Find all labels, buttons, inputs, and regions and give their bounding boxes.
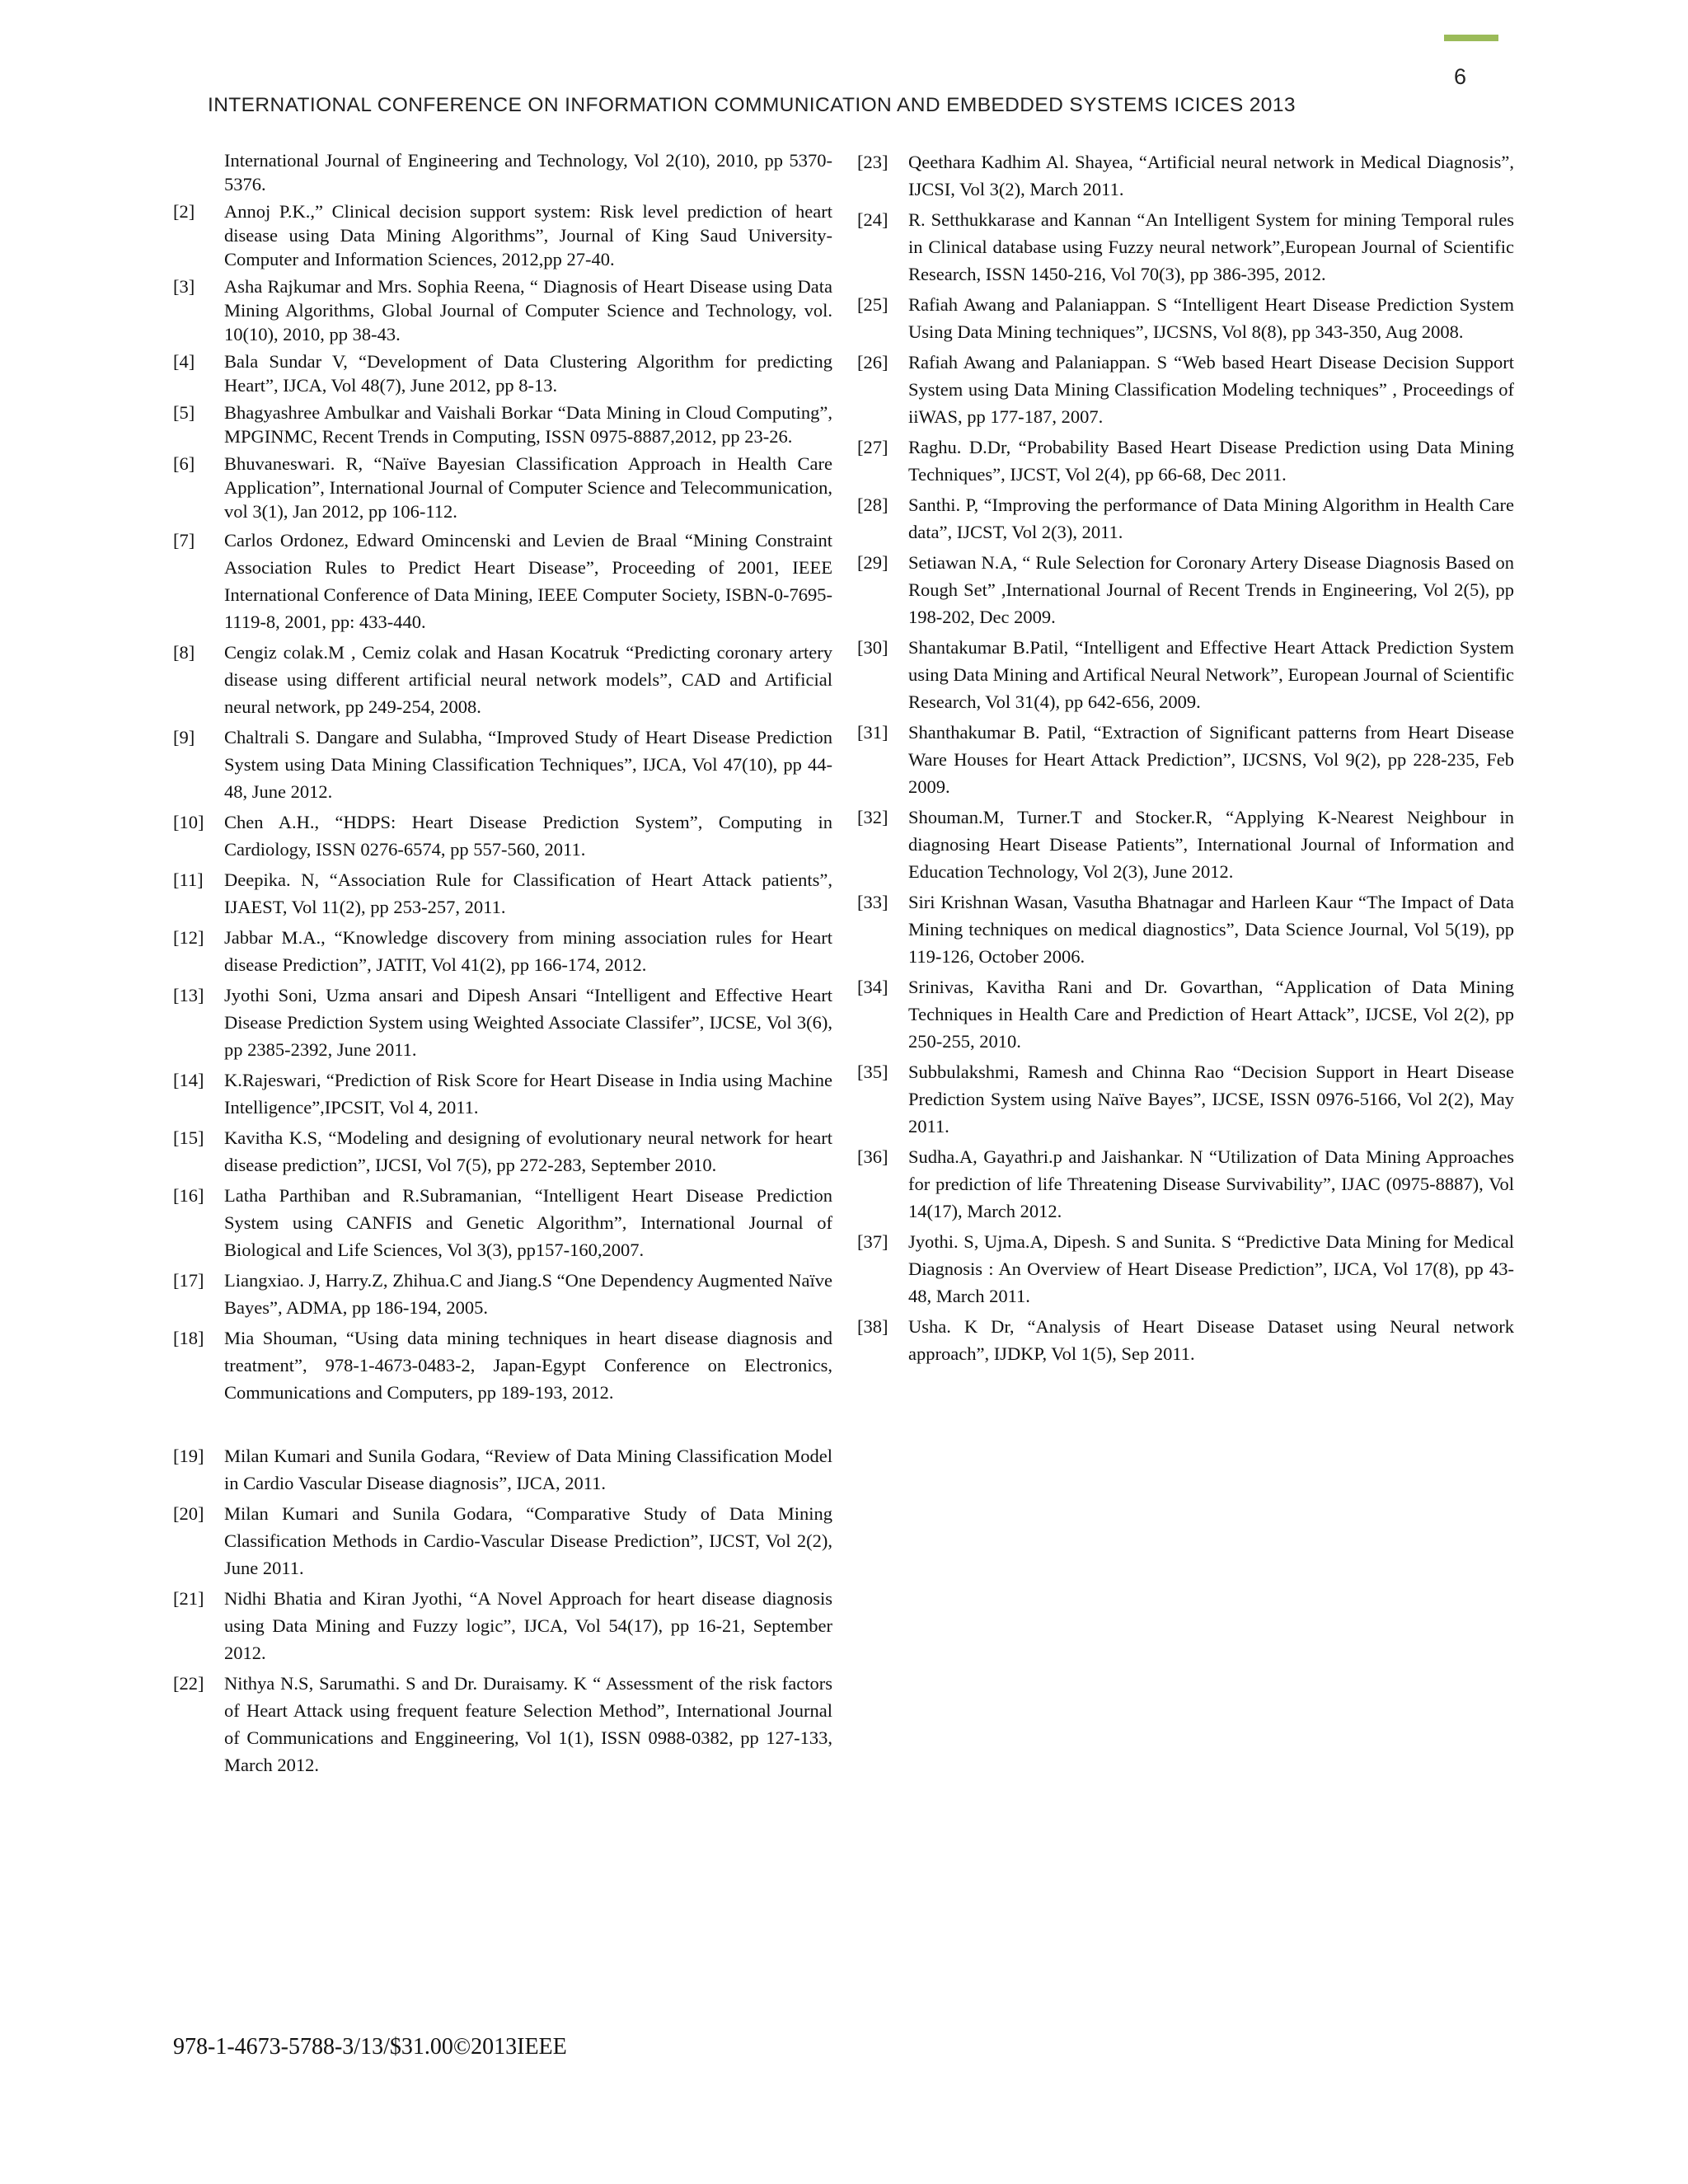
reference-11: [11] Deepika. N, “Association Rule for Classification of Heart Attack patients”, IJAEST, Vol 11(2), pp 253-257, 2011. [173, 869, 832, 917]
reference-25: [25] Rafiah Awang and Palaniappan. S “Intelligent Heart Disease Prediction System Using Data Mining techniques”, IJCSNS, Vol 8(8), pp 343-350, Aug 2008. [857, 294, 1514, 342]
reference-continuation: International Journal of Engineering and Technology, Vol 2(10), 2010, pp 5370-5376. [224, 150, 832, 194]
reference-4: [4] Bala Sundar V, “Development of Data Clustering Algorithm for predicting Heart”, IJCA, Vol 48(7), June 2012, pp 8-13. [173, 351, 832, 396]
reference-27: [27] Raghu. D.Dr, “Probability Based Heart Disease Prediction using Data Mining Techniques”, IJCST, Vol 2(4), pp 66-68, Dec 2011. [857, 437, 1514, 485]
reference-6: [6] Bhuvaneswari. R, “Naïve Bayesian Classification Approach in Health Care Application”, International Journal of Computer Science and Telecommunication, vol 3(1), Jan 2012, pp 106-112. [173, 453, 832, 522]
reference-31: [31] Shanthakumar B. Patil, “Extraction of Significant patterns from Heart Disease Ware Houses for Heart Attack Prediction”, IJCSNS, Vol 9(2), pp 228-235, Feb 2009. [857, 722, 1514, 797]
reference-5: [5] Bhagyashree Ambulkar and Vaishali Borkar “Data Mining in Cloud Computing”, MPGINMC, Recent Trends in Computing, ISSN 0975-8887,2012, pp 23-26. [173, 402, 832, 447]
reference-17: [17] Liangxiao. J, Harry.Z, Zhihua.C and Jiang.S “One Dependency Augmented Naïve Bayes”, ADMA, pp 186-194, 2005. [173, 1270, 832, 1318]
reference-36: [36] Sudha.A, Gayathri.p and Jaishankar. N “Utilization of Data Mining Approaches for prediction of life Threatening Disease Survivability”, IJAC (0975-8887), Vol 14(17), March 2012. [857, 1146, 1514, 1221]
reference-7: [7] Carlos Ordonez, Edward Omincenski and Levien de Braal “Mining Constraint Association Rules to Predict Heart Disease”, Proceeding of 2001, IEEE International Conference of Data Mining, IEEE Computer Society, ISBN-0-7695-1119-8, 2001, pp: 433-440. [173, 530, 832, 632]
reference-24: [24] R. Setthukkarase and Kannan “An Intelligent System for mining Temporal rules in Clinical database using Fuzzy neural network”,European Journal of Scientific Research, ISSN 1450-216, Vol 70(3), pp 386-395, 2012. [857, 209, 1514, 284]
footer-copyright: 978-1-4673-5788-3/13/$31.00©2013IEEE [173, 2034, 567, 2060]
reference-28: [28] Santhi. P, “Improving the performance of Data Mining Algorithm in Health Care data”, IJCST, Vol 2(3), 2011. [857, 494, 1514, 542]
column-gap [173, 1409, 832, 1442]
reference-3: [3] Asha Rajkumar and Mrs. Sophia Reena, “ Diagnosis of Heart Disease using Data Mining Algorithms, Global Journal of Computer Science and Technology, vol. 10(10), 2010, pp 38-43. [173, 276, 832, 344]
reference-23: [23] Qeethara Kadhim Al. Shayea, “Artificial neural network in Medical Diagnosis”, IJCSI, Vol 3(2), March 2011. [857, 152, 1514, 199]
reference-29: [29] Setiawan N.A, “ Rule Selection for Coronary Artery Disease Diagnosis Based on Rough Set” ,International Journal of Recent Trends in Engineering, Vol 2(5), pp 198-202, Dec 2009. [857, 552, 1514, 627]
references-right-column [857, 148, 1514, 1371]
reference-35: [35] Subbulakshmi, Ramesh and Chinna Rao “Decision Support in Heart Disease Prediction System using Naïve Bayes”, IJCSE, ISSN 0976-5166, Vol 2(2), May 2011. [857, 1062, 1514, 1137]
reference-37: [37] Jyothi. S, Ujma.A, Dipesh. S and Sunita. S “Predictive Data Mining for Medical Diagnosis : An Overview of Heart Disease Prediction”, IJCA, Vol 17(8), pp 43-48, March 2011. [857, 1231, 1514, 1306]
reference-9: [9] Chaltrali S. Dangare and Sulabha, “Improved Study of Heart Disease Prediction System using Data Mining Classification Techniques”, IJCA, Vol 47(10), pp 44-48, June 2012. [173, 727, 832, 802]
reference-19: [19] Milan Kumari and Sunila Godara, “Review of Data Mining Classification Model in Cardio Vascular Disease diagnosis”, IJCA, 2011. [173, 1446, 832, 1493]
reference-16: [16] Latha Parthiban and R.Subramanian, “Intelligent Heart Disease Prediction System using CANFIS and Genetic Algorithm”, International Journal of Biological and Life Sciences, Vol 3(3), pp157-160,2007. [173, 1185, 832, 1260]
reference-32: [32] Shouman.M, Turner.T and Stocker.R, “Applying K-Nearest Neighbour in diagnosing Heart Disease Patients”, International Journal of Information and Education Technology, Vol 2(3), June 2012. [857, 807, 1514, 882]
header-accent-bar [1444, 35, 1498, 41]
reference-12: [12] Jabbar M.A., “Knowledge discovery from mining association rules for Heart disease Prediction”, JATIT, Vol 41(2), pp 166-174, 2012. [173, 927, 832, 975]
reference-8: [8] Cengiz colak.M , Cemiz colak and Hasan Kocatruk “Predicting coronary artery disease using different artificial neural network models”, CAD and Artificial neural network, pp 249-254, 2008. [173, 642, 832, 717]
reference-20: [20] Milan Kumari and Sunila Godara, “Comparative Study of Data Mining Classification Methods in Cardio-Vascular Disease Prediction”, IJCST, Vol 2(2), June 2011. [173, 1503, 832, 1578]
reference-10: [10] Chen A.H., “HDPS: Heart Disease Prediction System”, Computing in Cardiology, ISSN 0276-6574, pp 557-560, 2011. [173, 812, 832, 860]
references-left-column [173, 148, 832, 1782]
reference-21: [21] Nidhi Bhatia and Kiran Jyothi, “A Novel Approach for heart disease diagnosis using Data Mining and Fuzzy logic”, IJCA, Vol 54(17), pp 16-21, September 2012. [173, 1588, 832, 1663]
reference-2: [2] Annoj P.K.,” Clinical decision support system: Risk level prediction of heart disease using Data Mining Algorithms”, Journal of King Saud University- Computer and Information Sciences, 2012,pp 27-40. [173, 201, 832, 269]
reference-15: [15] Kavitha K.S, “Modeling and designing of evolutionary neural network for heart disease prediction”, IJCSI, Vol 7(5), pp 272-283, September 2010. [173, 1127, 832, 1175]
reference-22: [22] Nithya N.S, Sarumathi. S and Dr. Duraisamy. K “ Assessment of the risk factors of Heart Attack using frequent feature Selection Method”, International Journal of Communications and Enggineering, Vol 1(1), ISSN 0988-0382, pp 127-133, March 2012. [173, 1673, 832, 1775]
reference-38: [38] Usha. K Dr, “Analysis of Heart Disease Dataset using Neural network approach”, IJDKP, Vol 1(5), Sep 2011. [857, 1316, 1514, 1364]
conference-title: INTERNATIONAL CONFERENCE ON INFORMATION COMMUNICATION AND EMBEDDED SYSTEMS ICICES 2013 [208, 94, 1296, 116]
reference-26: [26] Rafiah Awang and Palaniappan. S “Web based Heart Disease Decision Support System using Data Mining Classification Modeling techniques” , Proceedings of iiWAS, pp 177-187, 2007. [857, 352, 1514, 427]
reference-30: [30] Shantakumar B.Patil, “Intelligent and Effective Heart Attack Prediction System using Data Mining and Artifical Neural Network”, European Journal of Scientific Research, Vol 31(4), pp 642-656, 2009. [857, 637, 1514, 712]
reference-14: [14] K.Rajeswari, “Prediction of Risk Score for Heart Disease in India using Machine Intelligence”,IPCSIT, Vol 4, 2011. [173, 1070, 832, 1118]
reference-34: [34] Srinivas, Kavitha Rani and Dr. Govarthan, “Application of Data Mining Techniques in Health Care and Prediction of Heart Attack”, IJCSE, Vol 2(2), pp 250-255, 2010. [857, 977, 1514, 1052]
reference-18: [18] Mia Shouman, “Using data mining techniques in heart disease diagnosis and treatment”, 978-1-4673-0483-2, Japan-Egypt Conference on Electronics, Communications and Computers, pp 189-193, 2012. [173, 1328, 832, 1403]
page-number: 6 [1454, 64, 1467, 89]
reference-13: [13] Jyothi Soni, Uzma ansari and Dipesh Ansari “Intelligent and Effective Heart Disease Prediction System using Weighted Associate Classifer”, IJCSE, Vol 3(6), pp 2385-2392, June 2011. [173, 985, 832, 1060]
reference-33: [33] Siri Krishnan Wasan, Vasutha Bhatnagar and Harleen Kaur “The Impact of Data Mining techniques on medical diagnostics”, Data Science Journal, Vol 5(19), pp 119-126, October 2006. [857, 892, 1514, 967]
